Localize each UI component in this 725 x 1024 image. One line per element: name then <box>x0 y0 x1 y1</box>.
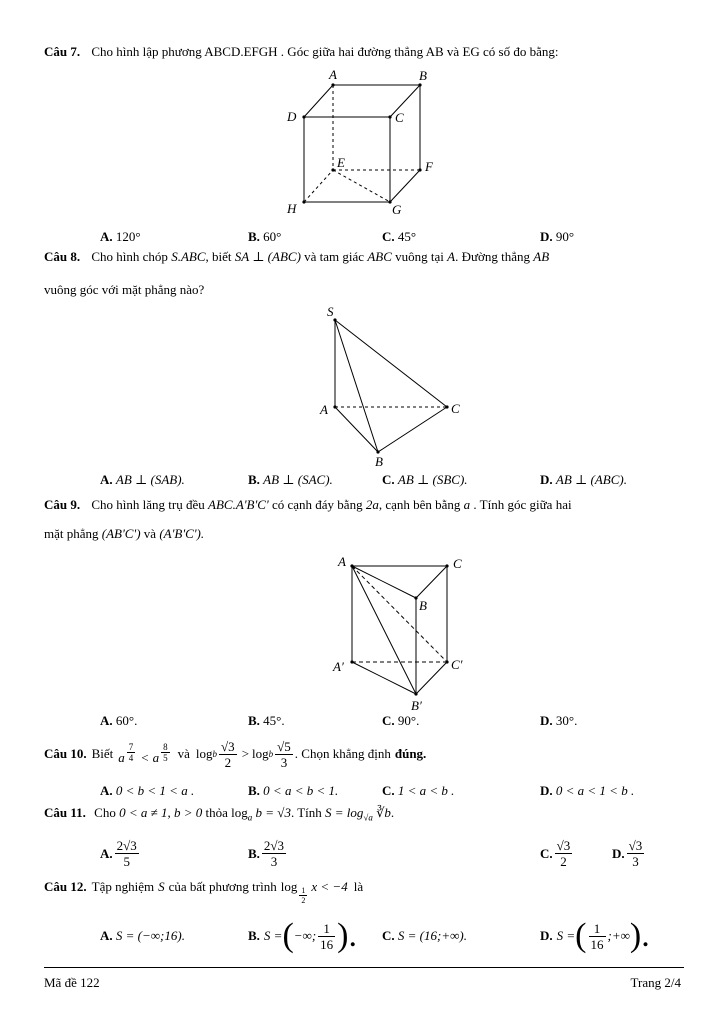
q9-prism-figure <box>330 550 480 715</box>
q11-option-b[interactable]: B. $\frac{2√3}{3}$ <box>248 838 285 869</box>
q7-label-G: G <box>392 202 402 217</box>
q12-number: Câu 12. <box>44 879 87 894</box>
q9-option-c[interactable]: C. 90°. <box>382 713 420 728</box>
q12-option-c[interactable]: C. S = (16;+∞). <box>382 928 467 943</box>
q10-option-a[interactable]: A. 0 < b < 1 < a . <box>100 783 195 798</box>
q7-cube-figure <box>280 66 450 218</box>
q9-option-a[interactable]: A. 60°. <box>100 713 138 728</box>
q7-label-F: F <box>425 159 433 174</box>
q9-label-A-prime: A′ <box>333 659 344 674</box>
footer-exam-code: Mã đề 122 <box>44 975 100 990</box>
q7-stem-line <box>44 44 558 60</box>
q10-fraction-2: $\frac{√5}{3}$ <box>277 738 291 770</box>
q9-stem-line1: Câu 9. Cho hình lăng trụ đều ABC.A'B'C' có cạnh đáy bằng 2a, cạnh bên bằng a . Tính góc giữa hai <box>44 497 572 512</box>
q11-stem-line: Câu 11. Cho 0 < a ≠ 1, b > 0 thỏa $\log_a b = √3$. Tính $S = \log_{√a}$ ∛b. <box>44 805 395 823</box>
q7-option-a[interactable]: A. 120° <box>100 229 141 244</box>
q8-label-A: A <box>320 402 328 417</box>
q7-stem: Cho hình lập phương ABCD.EFGH . Góc giữa hai đường thẳng AB và EG có số đo bằng: <box>91 44 559 59</box>
q12-log-base: $\frac{1}{2}$ <box>301 886 306 905</box>
q7-option-d[interactable]: D. 90° <box>540 229 575 244</box>
q10-option-c[interactable]: C. 1 < a < b . <box>382 783 455 798</box>
q9-label-B-prime: B′ <box>411 698 422 713</box>
q9-option-d[interactable]: D. 30°. <box>540 713 578 728</box>
q7-option-b[interactable]: B. 60° <box>248 229 282 244</box>
q8-option-c[interactable]: C. AB ⊥ (SBC). <box>382 472 468 487</box>
q8-label-S: S <box>327 304 334 319</box>
q12-option-a[interactable]: A. S = (−∞;16). <box>100 928 185 943</box>
q8-option-d[interactable]: D. AB ⊥ (ABC). <box>540 472 627 487</box>
q11-option-a[interactable]: A. $\frac{2√3}{5}$ <box>100 838 137 869</box>
q7-label-B: B <box>419 68 427 83</box>
q8-label-B: B <box>375 454 383 469</box>
q9-label-C: C <box>453 556 462 571</box>
q8-pyramid-figure <box>315 300 465 470</box>
q9-number: Câu 9. <box>44 497 81 512</box>
q7-label-D: D <box>287 109 297 124</box>
q7-label-H: H <box>287 201 297 216</box>
q7-label-A: A <box>329 67 337 82</box>
q8-number: Câu 8. <box>44 249 81 264</box>
q7-option-c[interactable]: C. 45° <box>382 229 417 244</box>
q12-option-b[interactable]: B. S = ( −∞; $\frac{1}{16}$ ). <box>248 917 357 954</box>
q10-exponent-1: $\frac{7}{4}$ <box>128 742 134 763</box>
q7-label-C: C <box>395 110 404 125</box>
q8-stem-line2: vuông góc với mặt phẳng nào? <box>44 282 205 297</box>
q9-stem-line2: mặt phẳng (AB'C') và (A'B'C'). <box>44 526 205 541</box>
q9-option-b[interactable]: B. 45°. <box>248 713 285 728</box>
q9-label-C-prime: C′ <box>451 657 463 672</box>
q8-option-a[interactable]: A. AB ⊥ (SAB). <box>100 472 185 487</box>
q9-label-A: A <box>338 554 346 569</box>
footer-divider <box>44 967 684 968</box>
q11-option-d[interactable]: D. $\frac{√3}{3}$ <box>612 838 643 869</box>
q10-number: Câu 10. <box>44 746 87 761</box>
q12-option-d[interactable]: D. S = ( $\frac{1}{16}$ ;+∞ ). <box>540 917 650 954</box>
q11-option-c[interactable]: C. $\frac{√3}{2}$ <box>540 838 571 869</box>
q7-label-E: E <box>337 155 345 170</box>
q10-stem-line: Câu 10. Biết a $\frac{7}{4}$ < a $\frac{8}{5}$ và log b $\frac{√3}{2}$ > log b $\frac{√5}{3}$ . Chọn khẳng định đúng. <box>44 738 427 770</box>
q10-option-b[interactable]: B. 0 < a < b < 1. <box>248 783 339 798</box>
q10-option-d[interactable]: D. 0 < a < 1 < b . <box>540 783 635 798</box>
q11-number: Câu 11. <box>44 805 86 820</box>
q8-stem-line1: Câu 8. Cho hình chóp S.ABC, biết SA ⊥ (ABC) và tam giác ABC vuông tại A. Đường thẳng AB <box>44 249 550 264</box>
q8-label-C: C <box>451 401 460 416</box>
q7-number: Câu 7. <box>44 44 81 59</box>
footer-page-number: Trang 2/4 <box>630 975 681 990</box>
q9-label-B: B <box>419 598 427 613</box>
q10-fraction-1: $\frac{√3}{2}$ <box>221 738 235 770</box>
q12-stem-line: Câu 12. Tập nghiệm S của bất phương trình log $\frac{1}{2}$ x < −4 là <box>44 879 364 905</box>
q8-option-b[interactable]: B. AB ⊥ (SAC). <box>248 472 333 487</box>
q10-exponent-2: $\frac{8}{5}$ <box>163 742 168 763</box>
